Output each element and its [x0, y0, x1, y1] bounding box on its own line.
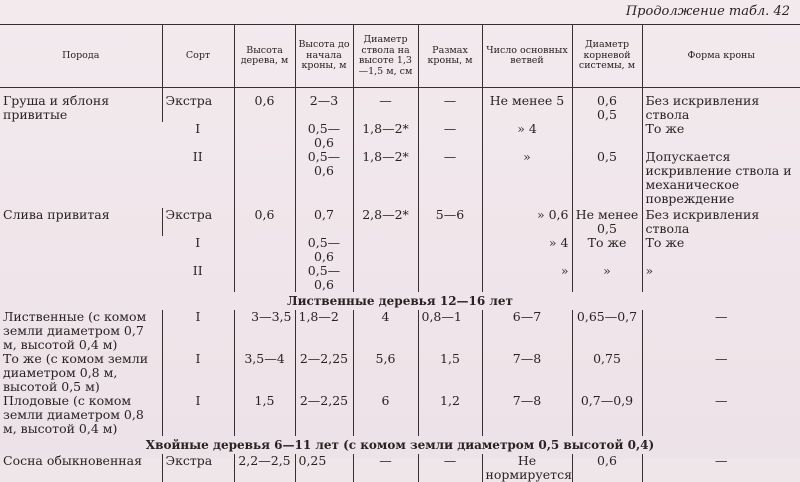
section-row: [0, 292, 800, 310]
col-header: Форма кроны: [642, 25, 800, 88]
branches-cell: 7—8: [482, 352, 572, 394]
root-cell: [572, 94, 642, 122]
spread-cell: 5—6: [418, 208, 482, 236]
nursery-table: [0, 24, 800, 482]
form-cell: Без искривления ствола: [642, 208, 800, 236]
grade-cell: I: [162, 310, 234, 352]
root-cell: 0,65—0,7: [572, 310, 642, 352]
branches-cell: » 0,6: [482, 208, 572, 236]
crown-start-cell: 0,7: [295, 208, 353, 236]
form-cell: Без искривления ствола: [642, 94, 800, 122]
branches-cell: »: [482, 264, 572, 292]
grade-cell: I: [195, 234, 201, 250]
continuation-label: Продолжение табл. 42: [625, 4, 790, 19]
root-value: 0,6: [597, 92, 617, 108]
trunk-cell: —: [353, 94, 418, 122]
grade-cell: I: [195, 120, 201, 136]
table-header: [0, 25, 800, 88]
branches-cell: »: [482, 150, 572, 208]
section-title: Лиственные деревья 12—16 лет: [287, 293, 513, 308]
branches-cell: » 4: [482, 122, 572, 150]
spread-cell: 1,2: [418, 394, 482, 436]
crown-start-cell: 2—2,25: [295, 394, 353, 436]
breed-cell: То же (с комом земли диаметром 0,8 м, высотой 0,5 м): [3, 350, 149, 394]
table-row: [0, 394, 800, 436]
crown-start-cell: 1,8—2: [295, 310, 353, 352]
trunk-cell: —: [353, 454, 418, 482]
table-row: [0, 352, 800, 394]
section-title: Хвойные деревья 6—11 лет (с комом земли диаметром 0,5 высотой 0,4): [145, 437, 655, 452]
grade-cell: II: [192, 262, 203, 278]
grade-cell: I: [162, 394, 234, 436]
height-cell: 3,5—4: [234, 352, 295, 394]
root-cell: 0,5: [572, 150, 642, 208]
form-cell: —: [642, 310, 800, 352]
crown-start-cell: 0,5—0,6: [295, 264, 353, 292]
height-cell: 0,6: [234, 94, 295, 208]
branches-cell: 7—8: [482, 394, 572, 436]
spread-cell: —: [418, 122, 482, 150]
root-cell: 0,7—0,9: [572, 394, 642, 436]
spread-cell: —: [418, 150, 482, 208]
grade-cell: Экстра: [162, 208, 234, 236]
col-header: Высота до начала кроны, м: [295, 25, 353, 88]
breed-cell: Лиственные (с комом земли диаметром 0,7 м, высотой 0,4 м): [3, 308, 147, 352]
branches-cell: Не нормируется: [482, 454, 572, 482]
form-cell: То же: [642, 236, 800, 264]
grade-cell: I: [162, 352, 234, 394]
breed-cell: Сосна обыкновенная: [3, 452, 142, 468]
crown-start-cell: 2—2,25: [295, 352, 353, 394]
form-cell: —: [642, 352, 800, 394]
spread-cell: 0,8—1: [418, 310, 482, 352]
root-cell: Не менее 0,5: [572, 208, 642, 236]
height-cell: 3—3,5: [234, 310, 295, 352]
col-header: Высота дерева, м: [234, 25, 295, 88]
crown-start-cell: 0,5—0,6: [295, 150, 353, 208]
branches-cell: » 4: [482, 236, 572, 264]
col-header: Диаметр корневой системы, м: [572, 25, 642, 88]
form-cell: —: [642, 454, 800, 482]
root-cell: [572, 122, 642, 150]
spread-cell: —: [418, 94, 482, 122]
grade-cell: Экстра: [162, 94, 234, 122]
root-cell: 0,6: [572, 454, 642, 482]
breed-cell: Слива привитая: [3, 206, 110, 222]
root-cell: »: [572, 264, 642, 292]
col-header: Сорт: [162, 25, 234, 88]
spread-cell: —: [418, 454, 482, 482]
table-row: [0, 454, 800, 482]
trunk-cell: 4: [353, 310, 418, 352]
form-cell: То же: [642, 122, 800, 150]
crown-start-cell: 2—3: [295, 94, 353, 122]
root-cell: То же: [572, 236, 642, 264]
root-cell: 0,75: [572, 352, 642, 394]
section-row: [0, 436, 800, 454]
crown-start-cell: 0,5—0,6: [295, 122, 353, 150]
height-cell: 0,6: [234, 208, 295, 236]
form-cell: Допускается искривление ствола и механическое повреждение: [642, 150, 800, 208]
branches-cell: Не менее 5: [482, 94, 572, 122]
grade-cell: II: [192, 148, 203, 164]
breed-cell: Плодовые (с комом земли диаметром 0,8 м, высотой 0,4 м): [3, 392, 144, 436]
height-cell: 2,2—2,5: [234, 454, 295, 482]
crown-start-cell: 0,5—0,6: [295, 236, 353, 264]
col-header: Диаметр ствола на высоте 1,3—1,5 м, см: [353, 25, 418, 88]
trunk-cell: 6: [353, 394, 418, 436]
trunk-cell: 2,8—2*: [353, 208, 418, 236]
crown-start-cell: 0,25: [295, 454, 353, 482]
form-cell: »: [642, 264, 800, 292]
root-value: 0,5: [597, 106, 617, 122]
col-header: Размах кроны, м: [418, 25, 482, 88]
trunk-cell: 5,6: [353, 352, 418, 394]
spread-cell: 1,5: [418, 352, 482, 394]
table-row: [0, 94, 800, 122]
trunk-cell: 1,8—2*: [353, 150, 418, 208]
breed-cell: Груша и яблоня привитые: [3, 92, 110, 122]
table-row: [0, 208, 800, 236]
trunk-cell: 1,8—2*: [353, 122, 418, 150]
col-header: Число основных ветвей: [482, 25, 572, 88]
col-header: Порода: [0, 25, 162, 88]
table-row: [0, 310, 800, 352]
grade-cell: Экстра: [162, 454, 234, 482]
height-cell: 1,5: [234, 394, 295, 436]
branches-cell: 6—7: [482, 310, 572, 352]
form-cell: —: [642, 394, 800, 436]
